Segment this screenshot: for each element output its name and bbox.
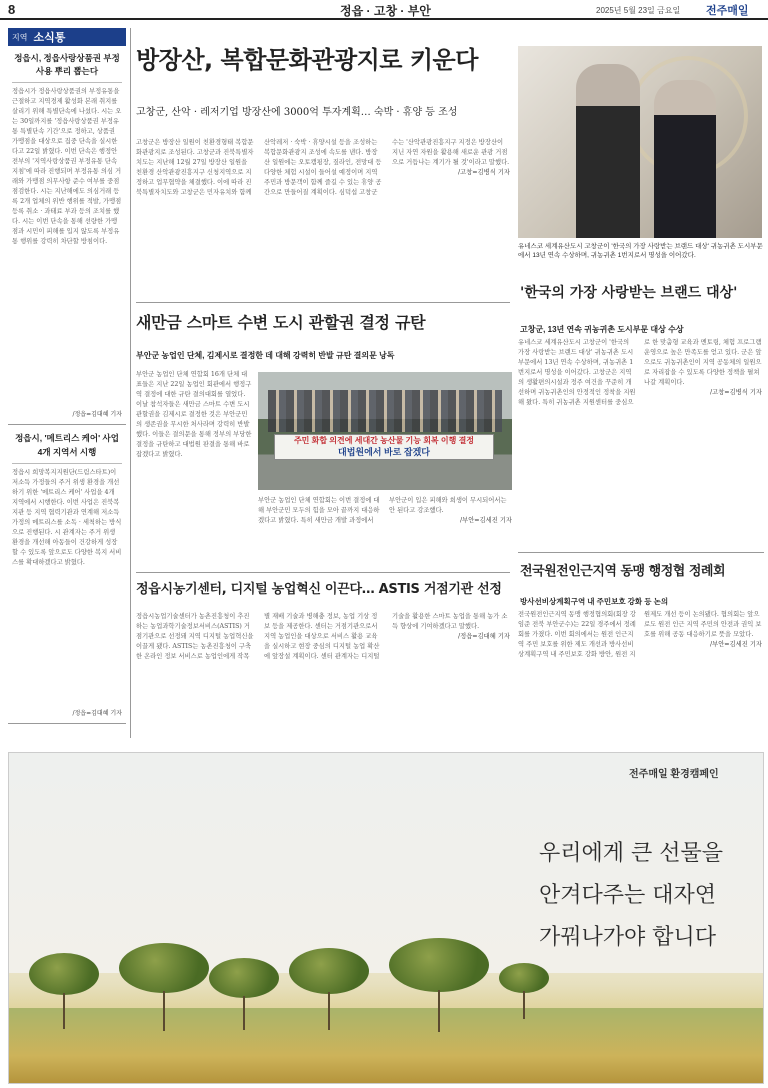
ad-message-line2: 안겨다주는 대자연 bbox=[539, 883, 717, 908]
tree-trunk bbox=[243, 996, 245, 1030]
tree-crown bbox=[29, 953, 99, 995]
district-subhead: 방사선비상계획구역 내 주민보호 강화 등 논의 bbox=[520, 597, 669, 606]
district-byline: /부안=김세진 기자 bbox=[710, 641, 762, 648]
tree-trunk bbox=[438, 990, 440, 1032]
sidebar-story2-byline: /정읍=김대혜 기자 bbox=[8, 706, 126, 724]
middle-byline: /부안=김세진 기자 bbox=[460, 517, 512, 524]
bottom-byline: /정읍=김대혜 기자 bbox=[458, 633, 510, 640]
tree-illustration bbox=[209, 958, 279, 1033]
lead-byline: /고창=김병식 기자 bbox=[458, 169, 510, 176]
protest-banner-line2: 대법원에서 바로 잡겠다 bbox=[338, 447, 430, 457]
tree-crown bbox=[209, 958, 279, 998]
photo-person-right bbox=[654, 80, 716, 238]
tree-trunk bbox=[163, 991, 165, 1031]
protest-banner-line1: 주민 화합 의견에 세대간 농산물 기능 회복 이행 결정 bbox=[293, 436, 475, 445]
middle-headline: 새만금 스마트 수변 도시 관할권 결정 규탄 bbox=[136, 313, 426, 332]
page-number: 8 bbox=[8, 2, 16, 17]
brand-byline: /고창=김병식 기자 bbox=[710, 389, 762, 396]
bottom-body: 정읍시농업기술센터가 농촌진흥청이 추진하는 농업과학기술정보서비스(ASTIS) 거점기관으로 선정돼 지역 디지털 농업혁신을 이끌게 됐다. ASTIS는 농촌진흥청이 구축한 온라인 정보 서비스로 농업인에게 작목별 재배 기술과 병해충 정보, 농업 기상 정보 등을 제공한다. 센터는 거점기관으로서 지역 농업인을 대상으로 서비스 활용 교육을 실시하고 현장 중심의 디지털 농업 확산에 앞장설 계획이다. 센터 관계자는 디지털 기술을 활용한 스마트 농업을 통해 농가 소득 향상에 기여하겠다고 말했다. bbox=[136, 613, 508, 660]
tree-crown bbox=[119, 943, 209, 993]
photo-crowd bbox=[268, 390, 502, 432]
brand-article bbox=[518, 338, 762, 550]
sidebar-story1-byline: /정읍=김대혜 기자 bbox=[8, 407, 126, 425]
sidebar-story1-body: 정읍시가 정읍사랑상품권의 부정유통을 근절하고 지역경제 활성화 본래 취지를 살리기 위해 특별단속에 나섰다. 시는 오는 30일까지를 '정읍사랑상품권 부정유통 특별단속 기간'으로 정하고, 상품권 가맹점을 대상으로 집중 단속을 실시한다고 22일 밝혔다. 이번 단속은 행정안전부의 '지역사랑상품권 부정유통 단속 지침'에 따라 진행되며 부정유통 의심 거래와 가맹점 의무사항 준수 여부를 중점 점검한다. 시는 지난해에도 의심거래 등록 2개 업체의 위반 행위를 적발, 가맹점 등록 취소 · 과태료 부과 등의 조치를 했다. 시는 이번 단속을 통해 선량한 가맹점과 시민이 피해를 입지 않도록 부정유통 행위를 강력히 차단할 방침이다. bbox=[12, 88, 122, 245]
middle-body-b: 부안군 농업인 단체 연합회는 이번 결정에 대해 부안군민 모두의 힘을 모아 끝까지 대응하겠다고 밝혔다. 특히 새만금 개발 과정에서 부안군이 입은 피해와 희생이 무시되어서는 안 된다고 강조했다. bbox=[258, 497, 507, 524]
tree-illustration bbox=[119, 943, 209, 1033]
tree-trunk bbox=[523, 991, 525, 1019]
ad-campaign-label: 전주매일 환경캠페인 bbox=[629, 769, 719, 780]
divider-middle bbox=[136, 302, 510, 303]
sidebar-story1-headline: 정읍시, 정읍사랑상품권 부정사용 뿌리 뽑는다 bbox=[12, 46, 122, 83]
sidebar-story2-body: 정읍시 희망복지지원단(드림스타트)이 저소득 가정들의 주거 위생 환경을 개선하기 위한 '메트리스 케어' 사업을 4개 지역에서 시행한다. 이번 사업은 진북복지관 등 지역 협력기관과 연계해 저소득 가정의 메트리스를 소독 · 세척하는 방식으로 진행된다. 시 관계자는 주거 위생 환경을 개선해 아동들이 건강하게 성장할 수 있도록 앞으로도 다양한 복지 서비스를 확대하겠다고 밝혔다. bbox=[12, 469, 122, 566]
lead-subhead: 고창군, 산악 · 레저기업 방장산에 3000억 투자계획… 숙박 · 휴양 등 조성 bbox=[136, 107, 458, 118]
award-photo-caption: 유네스코 세계유산도시 고창군이 '한국의 가장 사랑받는 브랜드 대상' 귀농귀촌 도시부문에서 13년 연속 수상하며, 귀농귀촌 1번지로서 명성을 이어갔다. bbox=[518, 243, 763, 259]
sidebar-tag: 지역 bbox=[12, 32, 28, 42]
photo-person-left bbox=[576, 64, 640, 238]
tree-trunk bbox=[63, 993, 65, 1029]
brand-headline: '한국의 가장 사랑받는 브랜드 대상' bbox=[520, 285, 738, 301]
sidebar-story2-headline: 정읍시, '메트리스 케어' 사업 4개 지역서 시행 bbox=[12, 425, 122, 464]
protest-photo bbox=[258, 372, 512, 490]
issue-date: 2025년 5월 23일 금요일 bbox=[596, 6, 681, 15]
sidebar-title: 소식통 bbox=[33, 31, 66, 44]
middle-body-a: 부안군 농업인 단체 연합회 16개 단체 대표들은 지난 22일 농업인 회관에서 행정구역 결정에 대한 규탄 결의대회를 열었다. 이날 참석자들은 새만금 스마트 수변 도시 관할권을 김제시로 결정한 것은 부안군민의 생존권을 무시한 처사라며 강력히 반발했다. 이들은 결의문을 통해 정부의 부당한 결정을 규탄하고 대법원 판결을 통해 바로잡겠다고 밝혔다. bbox=[136, 371, 252, 458]
award-photo bbox=[518, 46, 762, 238]
tree-crown bbox=[389, 938, 489, 992]
ad-message-line1: 우리에게 큰 선물을 bbox=[539, 841, 724, 866]
middle-article-b bbox=[258, 496, 512, 566]
column-divider bbox=[130, 28, 131, 738]
divider-district bbox=[518, 552, 764, 553]
section-title: 정읍 · 고창 · 부안 bbox=[340, 4, 431, 18]
tree-illustration bbox=[389, 938, 489, 1033]
bottom-article bbox=[136, 612, 510, 746]
sidebar-header bbox=[8, 28, 126, 46]
ad-message-line3: 가꿔나가야 합니다 bbox=[539, 925, 717, 950]
brand-body: 유네스코 세계유산도시 고창군이 '한국의 가장 사랑받는 브랜드 대상' 귀농귀촌 도시부문에서 13년 연속 수상하며, 귀농귀촌 1번지로서 명성을 이어갔다. 고창군은 지역의 생활편의시설과 정주 여건을 꾸준히 개선하며 귀농귀촌인의 안정적인 정착을 지원해 왔다. 특히 귀농귀촌 지원센터를 중심으로 한 맞춤형 교육과 멘토링, 체험 프로그램 운영으로 높은 만족도를 얻고 있다. 군은 앞으로도 귀농귀촌인이 지역 공동체의 일원으로 자리잡을 수 있도록 다양한 정책을 펼쳐나갈 계획이다. bbox=[518, 339, 762, 406]
lead-body: 고창군은 방장산 일원이 친환경형태 복합문화관광지로 조성된다. 고창군과 진북특별자치도는 지난해 12월 27일 방장산 일원을 친환경 산악관광진흥지구 신청지역으로 지정하고 업무협약을 체결했다. 이에 따라 진북특별자치도와 고창군은 민자유치와 함께 산악레저 · 숙박 · 휴양시설 등을 조성하는 복합문화관광지 조성에 속도를 낸다. 방장산 일원에는 오토캠핑장, 짚라인, 전망대 등 다양한 체험 시설이 들어설 예정이며 지역 주민과 방문객이 함께 즐길 수 있는 휴양 공간으로 만들어질 계획이다. 심덕섭 고창군수는 '산악관광진흥지구 지정은 방장산이 지닌 자연 자원을 활용해 새로운 관광 거점으로 거듭나는 계기가 될 것'이라고 말했다. bbox=[136, 139, 510, 196]
tree-illustration bbox=[289, 948, 369, 1033]
tree-illustration bbox=[499, 963, 549, 1023]
bottom-headline: 정읍시농기센터, 디지털 농업혁신 이끈다… ASTIS 거점기관 선정 bbox=[136, 582, 502, 597]
lead-article bbox=[136, 138, 510, 298]
tree-illustration bbox=[29, 953, 99, 1033]
brand-subhead: 고창군, 13년 연속 귀농귀촌 도시부문 대상 수상 bbox=[520, 325, 684, 334]
middle-subhead: 부안군 농업인 단체, 김제시로 결정한 데 대해 강력히 반발 규탄 결의문 낭독 bbox=[136, 351, 395, 360]
tree-crown bbox=[499, 963, 549, 993]
lead-headline: 방장산, 복합문화관광지로 키운다 bbox=[136, 46, 478, 74]
tree-trunk bbox=[328, 992, 330, 1030]
protest-banner bbox=[274, 434, 494, 460]
masthead bbox=[0, 0, 768, 20]
district-article bbox=[518, 610, 762, 746]
tree-crown bbox=[289, 948, 369, 994]
ad-message bbox=[539, 833, 759, 959]
district-body: 전국원전인근지역 동맹 행정협의회(회장 강임준 전북 부안군수)는 22일 경주에서 정례회를 가졌다. 이번 회의에서는 원전 인근지역 주민 보호를 위한 제도 개선과 방사선비상계획구역 내 주민보호 강화 방안, 원전 지원제도 개선 등이 논의됐다. 협의회는 앞으로도 원전 인근 지역 주민의 안전과 권익 보호를 위해 공동 대응하기로 뜻을 모았다. bbox=[518, 611, 762, 658]
environment-campaign-ad bbox=[8, 752, 764, 1084]
divider-bottom bbox=[136, 572, 510, 573]
sidebar-news bbox=[8, 28, 126, 724]
district-headline: 전국원전인근지역 동맹 행정협 정례회 bbox=[520, 564, 726, 579]
paper-name: 전주매일 bbox=[706, 5, 749, 17]
